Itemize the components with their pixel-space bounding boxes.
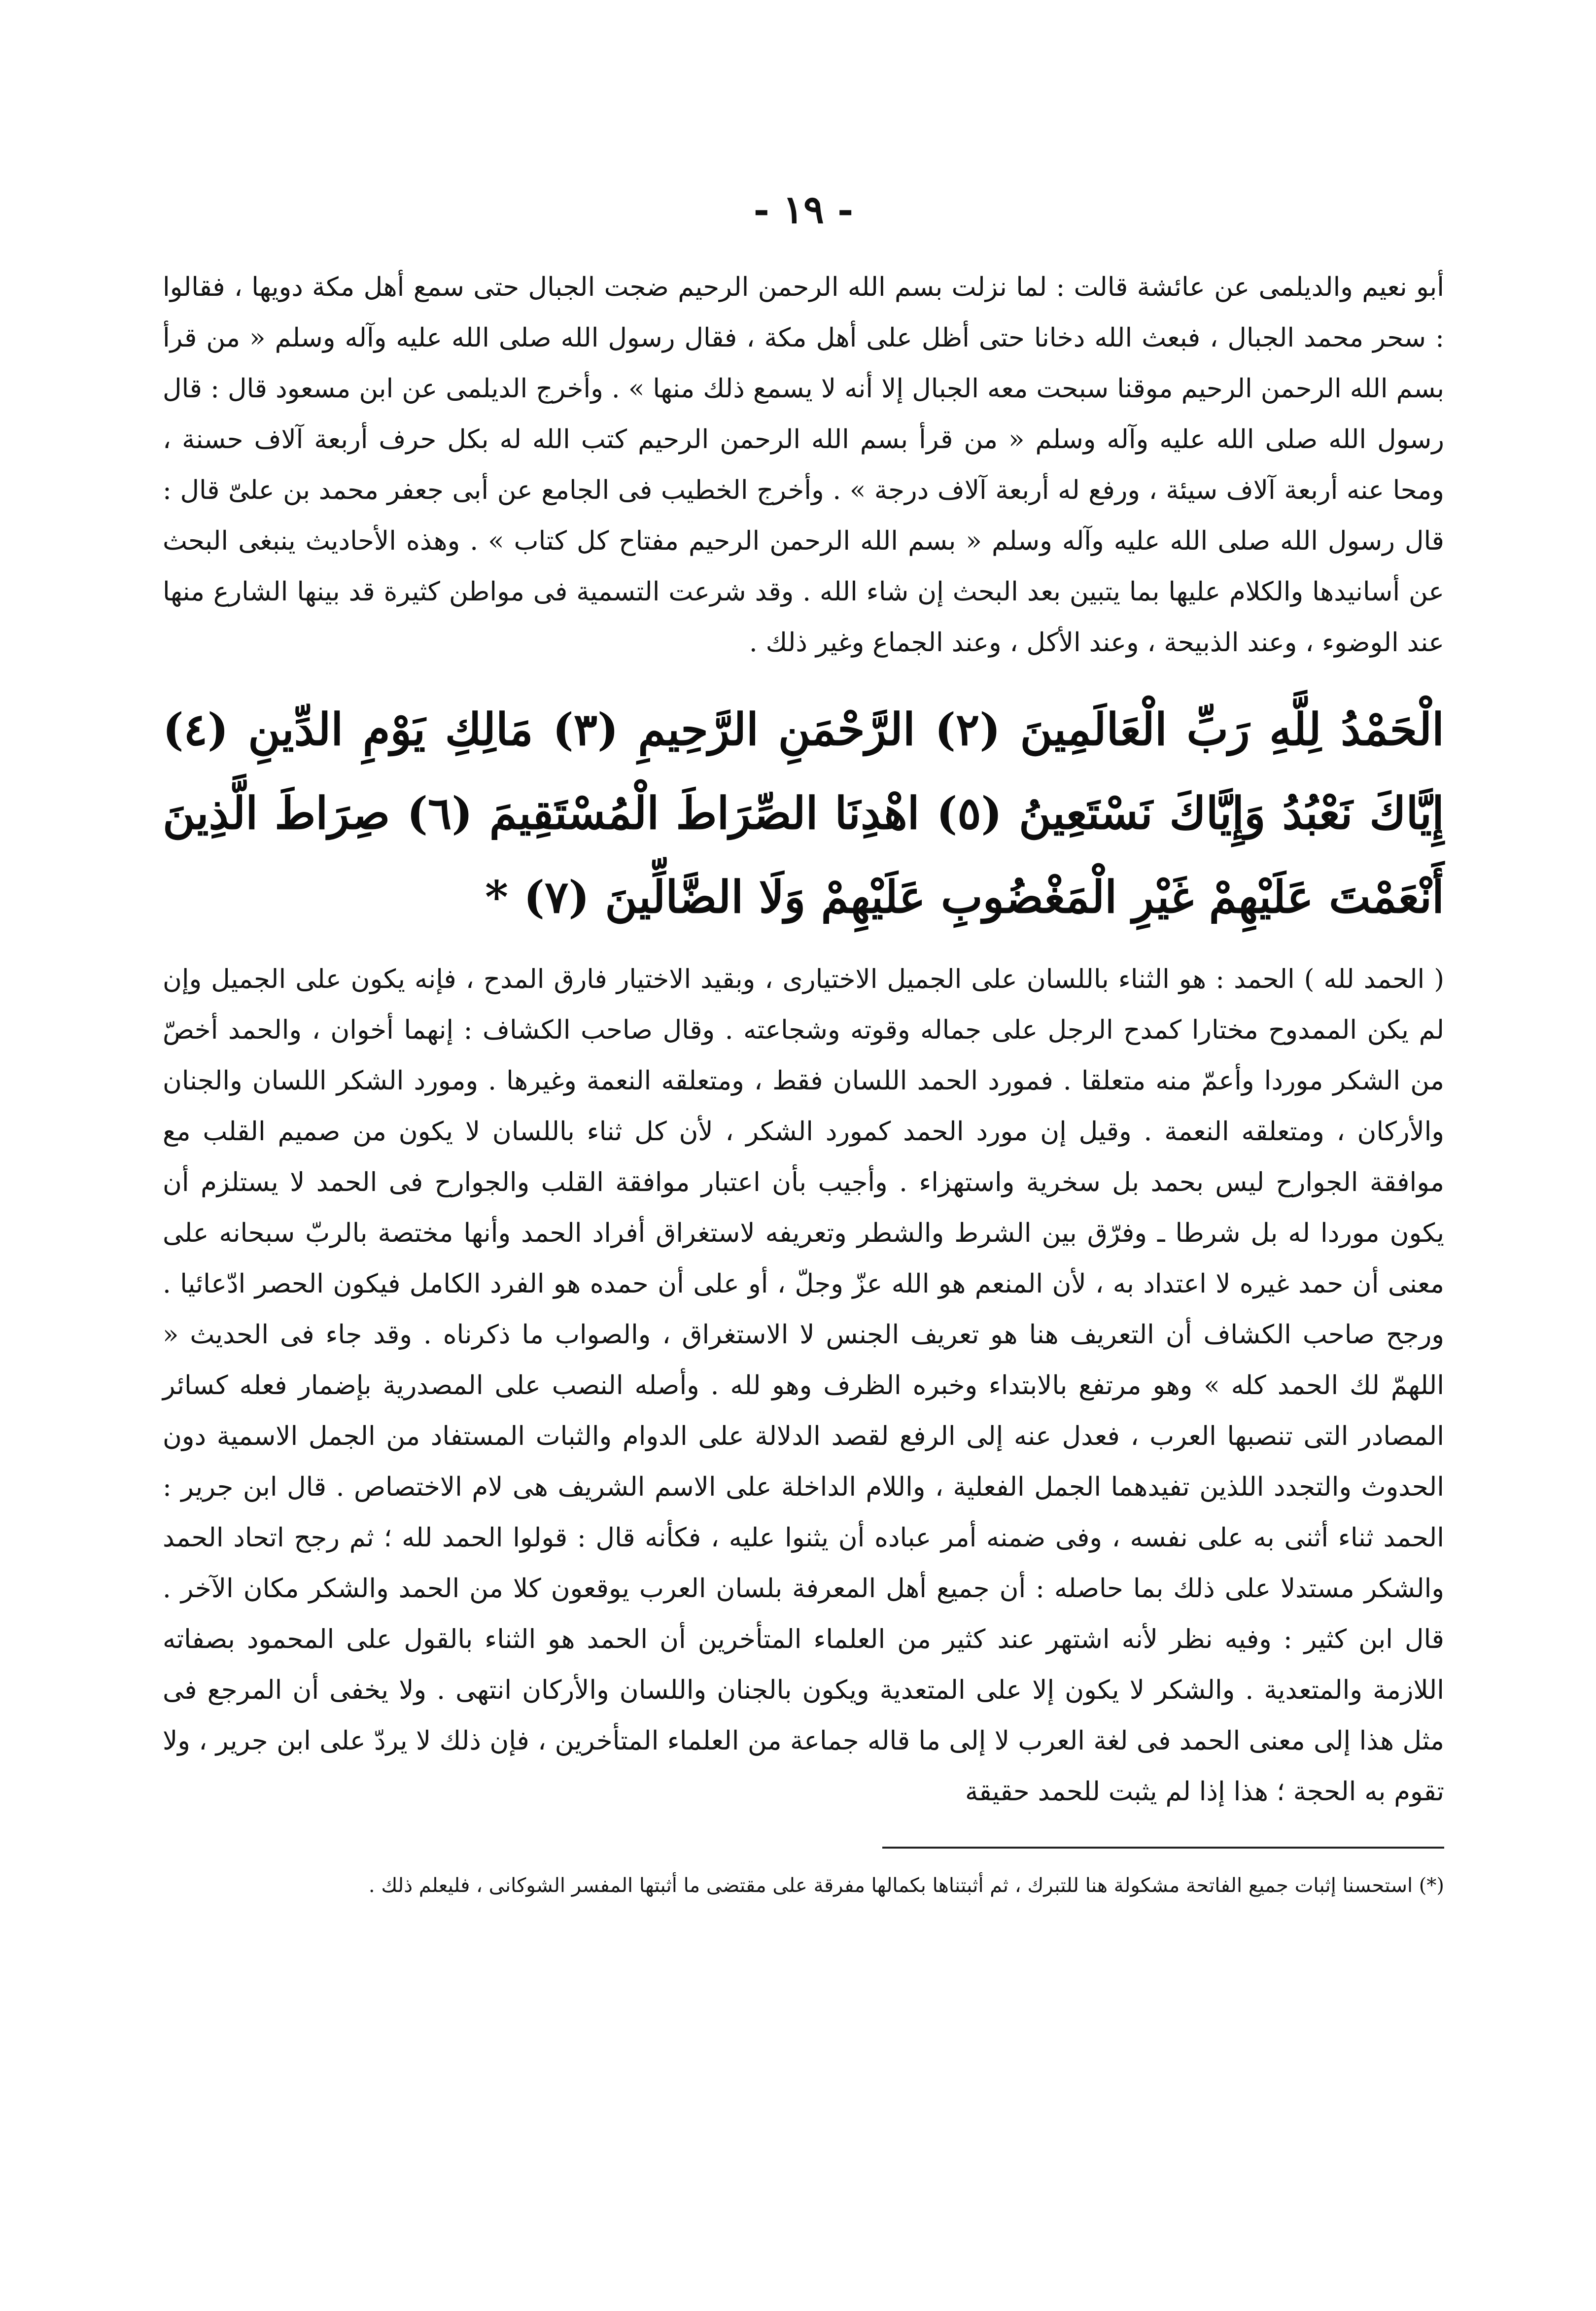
footnote: (*) استحسنا إثبات جميع الفاتحة مشكولة هنا للتبرك ، ثم أثبتناها بكمالها مفرقة على مقتضى ما أثبتها المفسر الشوكانى ، فليعلم ذلك .: [368, 1874, 1444, 1897]
footnote-divider: [882, 1847, 1444, 1849]
page-number: - ١٩ -: [753, 187, 854, 232]
intro-paragraph: أبو نعيم والديلمى عن عائشة قالت : لما نزلت بسم الله الرحمن الرحيم ضجت الجبال حتى سمع أهل مكة دويها ، فقالوا : سحر محمد الجبال ، فبعث الله دخانا حتى أظل على أهل مكة ، فقال رسول الله صلى الله عليه وآله وسلم « من قرأ بسم الله الرحمن الرحيم موقنا سبحت معه الجبال إلا أنه لا يسمع ذلك منها » . وأخرج الديلمى عن ابن مسعود قال : قال رسول الله صلى الله عليه وآله وسلم « من قرأ بسم الله الرحمن الرحيم كتب الله له بكل حرف أربعة آلاف حسنة ، ومحا عنه أربعة آلاف سيئة ، ورفع له أربعة آلاف درجة » . وأخرج الخطيب فى الجامع عن أبى جعفر محمد بن علىّ قال : قال رسول الله صلى الله عليه وآله وسلم « بسم الله الرحمن الرحيم مفتاح كل كتاب » . وهذه الأحاديث ينبغى البحث عن أسانيدها والكلام عليها بما يتبين بعد البحث إن شاء الله . وقد شرعت التسمية فى مواطن كثيرة قد بينها الشارع منها عند الوضوء ، وعند الذبيحة ، وعند الأكل ، وعند الجماع وغير ذلك .: [163, 272, 1444, 658]
book-page: [163, 187, 1444, 2208]
quran-verses: الْحَمْدُ لِلَّهِ رَبِّ الْعَالَمِينَ (٢) الرَّحْمَنِ الرَّحِيمِ (٣) مَالِكِ يَوْمِ الدِّينِ (٤) إِيَّاكَ نَعْبُدُ وَإِيَّاكَ نَسْتَعِينُ (٥) اهْدِنَا الصِّرَاطَ الْمُسْتَقِيمَ (٦) صِرَاطَ الَّذِينَ أَنْعَمْتَ عَلَيْهِمْ غَيْرِ الْمَغْضُوبِ عَلَيْهِمْ وَلَا الضَّالِّينَ (٧) *: [163, 703, 1444, 923]
commentary-paragraph: ( الحمد لله ) الحمد : هو الثناء باللسان على الجميل الاختيارى ، وبقيد الاختيار فارق المدح ، فإنه يكون على الجميل وإن لم يكن الممدوح مختارا كمدح الرجل على جماله وقوته وشجاعته . وقال صاحب الكشاف : إنهما أخوان ، والحمد أخصّ من الشكر موردا وأعمّ منه متعلقا . فمورد الحمد اللسان فقط ، ومتعلقه النعمة وغيرها . ومورد الشكر اللسان والجنان والأركان ، ومتعلقه النعمة . وقيل إن مورد الحمد كمورد الشكر ، لأن كل ثناء باللسان لا يكون من صميم القلب مع موافقة الجوارح ليس بحمد بل سخرية واستهزاء . وأجيب بأن اعتبار موافقة القلب والجوارح فى الحمد لا يستلزم أن يكون موردا له بل شرطا ـ وفرّق بين الشرط والشطر وتعريفه لاستغراق أفراد الحمد وأنها مختصة بالربّ سبحانه على معنى أن حمد غيره لا اعتداد به ، لأن المنعم هو الله عزّ وجلّ ، أو على أن حمده هو الفرد الكامل فيكون الحصر ادّعائيا . ورجح صاحب الكشاف أن التعريف هنا هو تعريف الجنس لا الاستغراق ، والصواب ما ذكرناه . وقد جاء فى الحديث « اللهمّ لك الحمد كله » وهو مرتفع بالابتداء وخبره الظرف وهو لله . وأصله النصب على المصدرية بإضمار فعله كسائر المصادر التى تنصبها العرب ، فعدل عنه إلى الرفع لقصد الدلالة على الدوام والثبات المستفاد من الجمل الاسمية دون الحدوث والتجدد اللذين تفيدهما الجمل الفعلية ، واللام الداخلة على الاسم الشريف هى لام الاختصاص . قال ابن جرير : الحمد ثناء أثنى به على نفسه ، وفى ضمنه أمر عباده أن يثنوا عليه ، فكأنه قال : قولوا الحمد لله ؛ ثم رجح اتحاد الحمد والشكر مستدلا على ذلك بما حاصله : أن جميع أهل المعرفة بلسان العرب يوقعون كلا من الحمد والشكر مكان الآخر . قال ابن كثير : وفيه نظر لأنه اشتهر عند كثير من العلماء المتأخرين أن الحمد هو الثناء بالقول على المحمود بصفاته اللازمة والمتعدية . والشكر لا يكون إلا على المتعدية ويكون بالجنان واللسان والأركان انتهى . ولا يخفى أن المرجع فى مثل هذا إلى معنى الحمد فى لغة العرب لا إلى ما قاله جماعة من العلماء المتأخرين ، فإن ذلك لا يردّ على ابن جرير ، ولا تقوم به الحجة ؛ هذا إذا لم يثبت للحمد حقيقة: [163, 964, 1444, 1807]
